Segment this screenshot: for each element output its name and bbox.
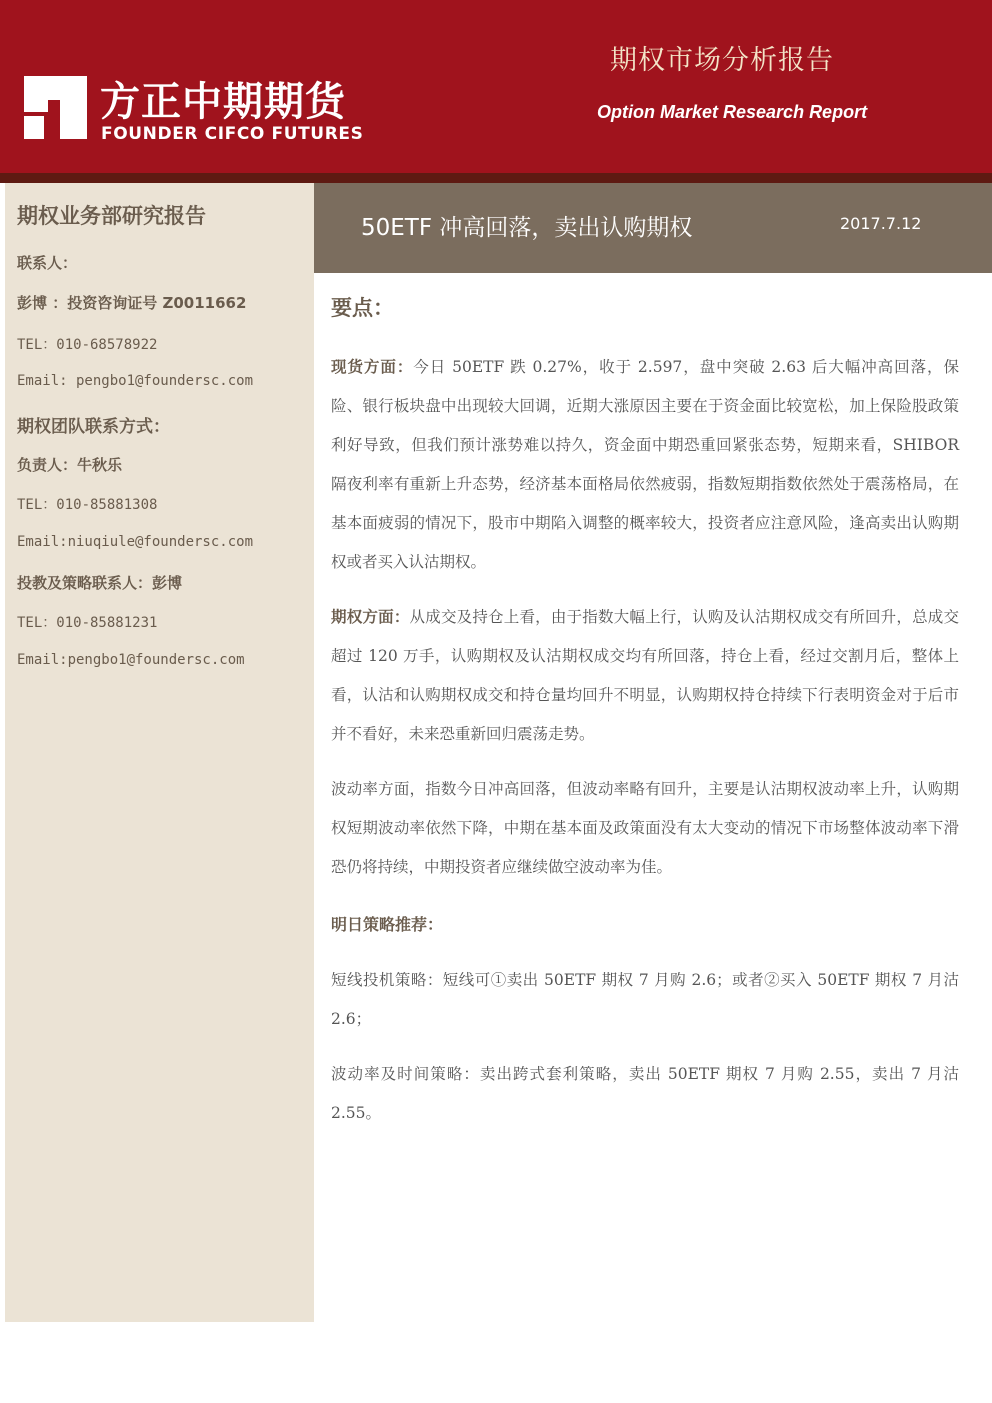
- spot-text: 今日 50ETF 跌 0.27%，收于 2.597，盘中突破 2.63 后大幅冲高回落，保险、银行板块盘中出现较大回调，近期大涨原因主要在于资金面比较宽松，加上保险股政策利好导致，但我们预计涨势难以持久，资金面中期恐重回紧张态势，短期来看，SHIBOR 隔夜利率有重新上升态势，经济基本面格局依然疲弱，指数短期指数依然处于震荡格局，在基本面疲弱的情况下，股市中期陷入调整的概率较大，投资者应注意风险，逢高卖出认购期权或者买入认沽期权。: [331, 358, 959, 571]
- logo-english-name: FOUNDER CIFCO FUTURES: [101, 124, 364, 144]
- option-text: 从成交及持仓上看，由于指数大幅上行，认购及认沽期权成交有所回升，总成交超过 120 万手，认购期权及认沽期权成交均有所回落，持仓上看，经过交割月后，整体上看，认沽和认购期权成交和持仓量均回升不明显，认购期权持仓持续下行表明资金对于后市并不看好，未来恐重新回归震荡走势。: [331, 608, 959, 743]
- strategy-contact-tel: TEL：010-85881231: [17, 615, 158, 631]
- founder-logo-icon: [24, 76, 87, 139]
- option-paragraph: [331, 598, 959, 754]
- leader-email[interactable]: Email:niuqiule@foundersc.com: [17, 534, 254, 550]
- volatility-paragraph: 波动率方面，指数今日冲高回落，但波动率略有回升，主要是认沽期权波动率上升，认购期权短期波动率依然下降，中期在基本面及政策面没有太大变动的情况下市场整体波动率下滑恐仍将持续，中期投资者应继续做空波动率为佳。: [331, 780, 959, 876]
- spot-label: 现货方面：: [331, 358, 414, 376]
- article-title: 50ETF 冲高回落，卖出认购期权: [361, 215, 693, 241]
- strategy-contact-label: 投教及策略联系人：彭博: [17, 574, 183, 592]
- strategy-item-1: 短线投机策略：短线可①卖出 50ETF 期权 7 月购 2.6；或者②买入 50ETF 期权 7 月沽 2.6；: [331, 971, 959, 1028]
- leader-tel: TEL：010-85881308: [17, 497, 158, 513]
- team-label: 期权团队联系方式：: [17, 417, 170, 437]
- contact-label: 联系人：: [17, 254, 78, 272]
- article-date: 2017.7.12: [840, 214, 922, 233]
- logo-chinese-name: 方正中期期货: [100, 79, 346, 125]
- strategy-heading: 明日策略推荐：: [331, 915, 444, 934]
- contact-name-line: 彭博 ：投资咨询证号 Z0011662: [17, 294, 247, 312]
- contact-tel: TEL：010-68578922: [17, 337, 158, 353]
- contact-email[interactable]: Email: pengbo1@foundersc.com: [17, 373, 254, 389]
- leader-line: 负责人：牛秋乐: [17, 456, 123, 474]
- spot-paragraph: [331, 348, 959, 582]
- strategy-contact-email[interactable]: Email:pengbo1@foundersc.com: [17, 652, 245, 668]
- key-points-heading: 要点：: [331, 296, 394, 320]
- strategy-item-2: 波动率及时间策略：卖出跨式套利策略，卖出 50ETF 期权 7 月购 2.55，卖出 7 月沽 2.55。: [331, 1065, 959, 1122]
- sidebar-heading: 期权业务部研究报告: [17, 204, 206, 228]
- report-subtitle: Option Market Research Report: [597, 102, 868, 122]
- report-title: 期权市场分析报告: [610, 45, 834, 76]
- option-label: 期权方面：: [331, 608, 410, 626]
- header-band: [0, 173, 992, 183]
